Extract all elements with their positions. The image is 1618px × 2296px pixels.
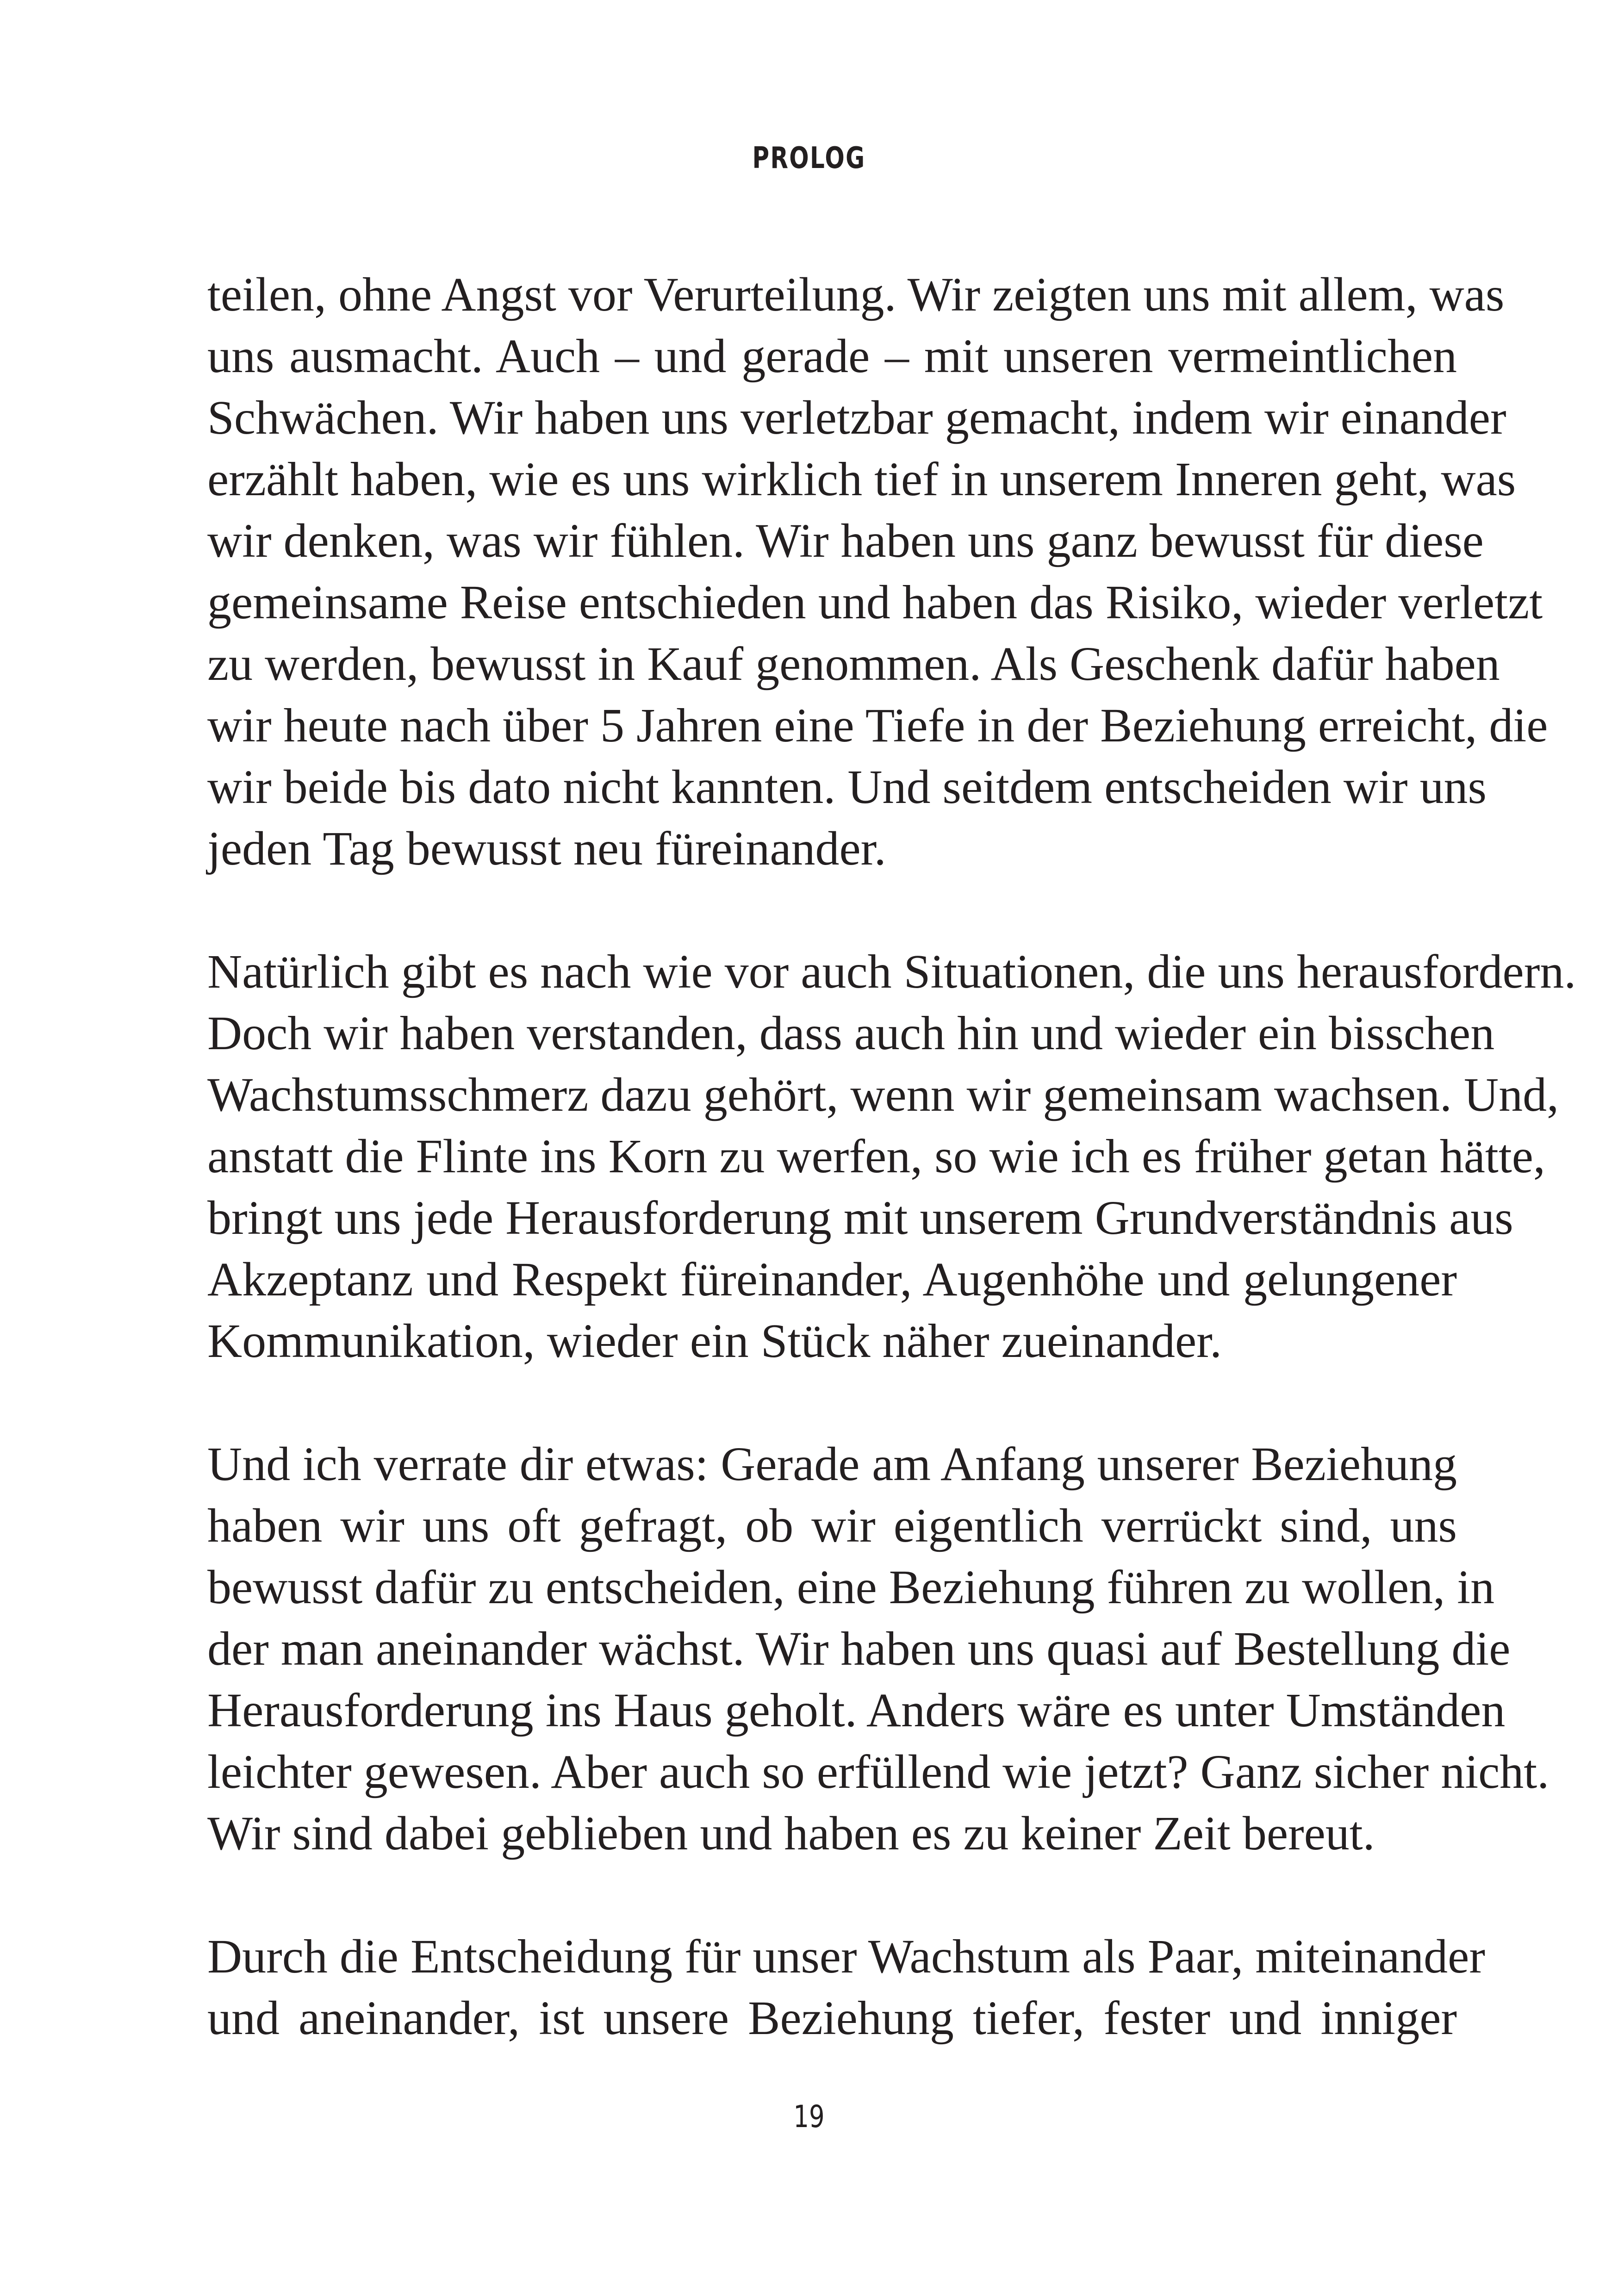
text-line: wir denken, was wir fühlen. Wir haben uns ganz bewusst für diese bbox=[207, 514, 1484, 567]
text-line: Wir sind dabei geblieben und haben es zu keiner Zeit bereut. bbox=[207, 1807, 1375, 1860]
text-line: Akzeptanz und Respekt füreinander, Augenhöhe und gelungener bbox=[207, 1253, 1457, 1306]
text-line: Und ich verrate dir etwas: Gerade am Anfang unserer Beziehung bbox=[207, 1437, 1457, 1491]
text-line: der man aneinander wächst. Wir haben uns quasi auf Bestellung die bbox=[207, 1622, 1511, 1675]
running-head: PROLOG bbox=[752, 141, 866, 175]
text-line: Schwächen. Wir haben uns verletzbar gemacht, indem wir einander bbox=[207, 391, 1506, 444]
text-line: wir beide bis dato nicht kannten. Und seitdem entscheiden wir uns bbox=[207, 760, 1487, 814]
text-line: teilen, ohne Angst vor Verurteilung. Wir zeigten uns mit allem, was bbox=[207, 268, 1505, 321]
paragraph bbox=[207, 941, 1576, 1372]
text-line: Wachstumsschmerz dazu gehört, wenn wir gemeinsam wachsen. Und, bbox=[207, 1068, 1559, 1121]
text-line: bringt uns jede Herausforderung mit unserem Grundverständnis aus bbox=[207, 1191, 1513, 1244]
page-number: 19 bbox=[793, 2099, 825, 2134]
text-line: und aneinander, ist unsere Beziehung tiefer, fester und inniger bbox=[207, 1991, 1457, 2045]
text-line: anstatt die Flinte ins Korn zu werfen, so wie ich es früher getan hätte, bbox=[207, 1130, 1545, 1183]
text-line: zu werden, bewusst in Kauf genommen. Als Geschenk dafür haben bbox=[207, 637, 1500, 691]
paragraph bbox=[207, 1926, 1485, 2049]
text-line: Doch wir haben verstanden, dass auch hin und wieder ein bisschen bbox=[207, 1007, 1495, 1060]
text-line: haben wir uns oft gefragt, ob wir eigentlich verrückt sind, uns bbox=[207, 1499, 1457, 1552]
text-line: erzählt haben, wie es uns wirklich tief in unserem Inneren geht, was bbox=[207, 453, 1516, 506]
text-line: leichter gewesen. Aber auch so erfüllend wie jetzt? Ganz sicher nicht. bbox=[207, 1745, 1550, 1798]
paragraph bbox=[207, 1433, 1550, 1864]
text-line: Herausforderung ins Haus geholt. Anders wäre es unter Umständen bbox=[207, 1684, 1506, 1737]
text-line: Durch die Entscheidung für unser Wachstum als Paar, miteinander bbox=[207, 1930, 1485, 1983]
text-line: jeden Tag bewusst neu füreinander. bbox=[207, 822, 886, 875]
body-text bbox=[207, 264, 1576, 2110]
text-line: uns ausmacht. Auch – und gerade – mit unseren vermeintlichen bbox=[207, 330, 1457, 383]
paragraph bbox=[207, 264, 1548, 879]
text-line: wir heute nach über 5 Jahren eine Tiefe in der Beziehung erreicht, die bbox=[207, 699, 1548, 752]
text-line: Natürlich gibt es nach wie vor auch Situationen, die uns herausfordern. bbox=[207, 945, 1576, 998]
text-line: gemeinsame Reise entschieden und haben das Risiko, wieder verletzt bbox=[207, 576, 1543, 629]
text-line: Kommunikation, wieder ein Stück näher zueinander. bbox=[207, 1314, 1222, 1368]
text-line: bewusst dafür zu entscheiden, eine Beziehung führen zu wollen, in bbox=[207, 1561, 1495, 1614]
